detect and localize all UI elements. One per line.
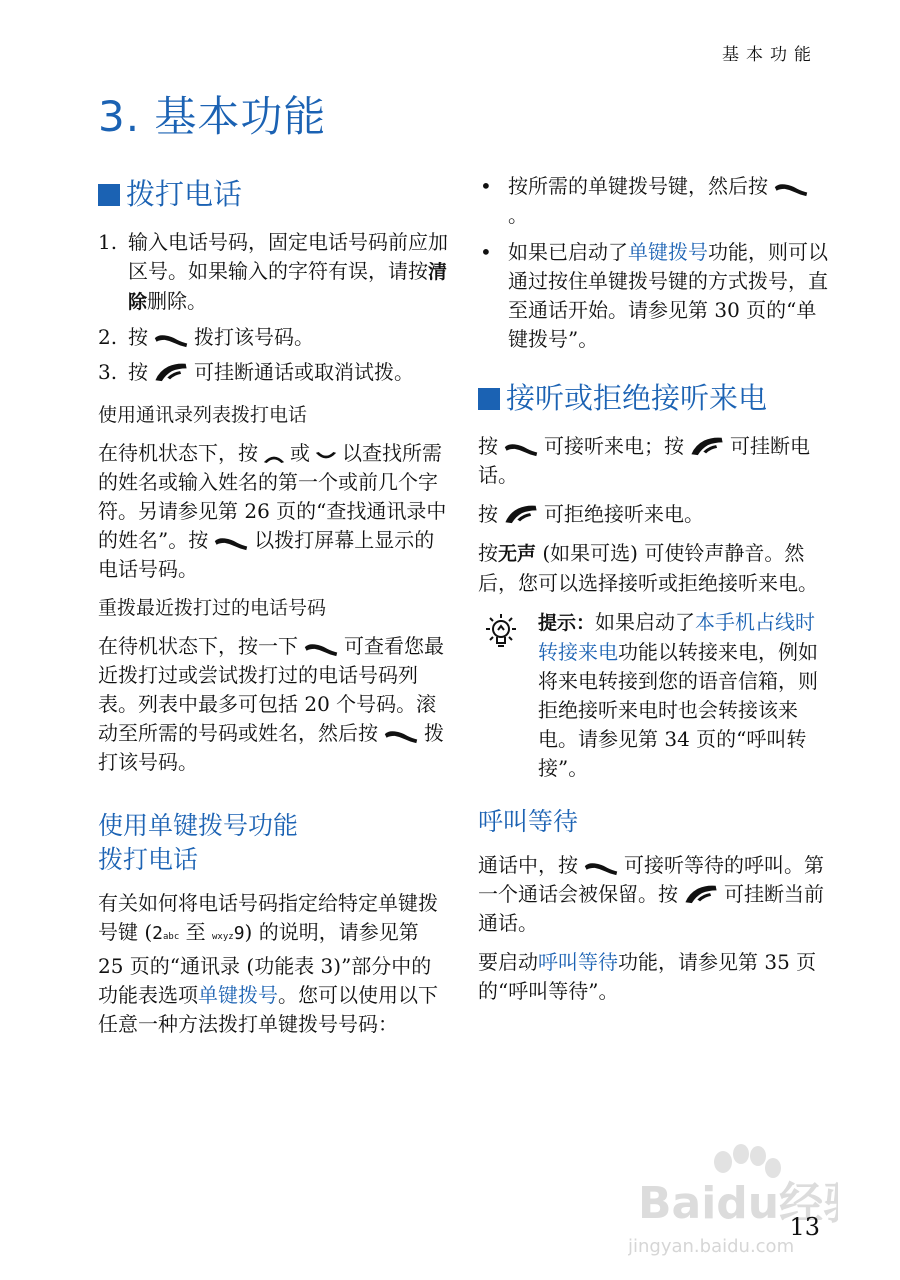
key-9-icon: wxyz9 [212,923,245,944]
subheading-contacts-dial: 使用通讯录列表拨打电话 [98,404,308,426]
step-1: 1. 输入电话号码，固定电话号码前应加区号。如果输入的字符有误，请按清除删除。 [98,230,448,313]
section-heading-dialing: 拨打电话 [98,172,450,216]
end-key-icon [682,883,720,905]
call-key-icon [772,179,810,197]
right-column [478,172,828,1016]
key-2-icon: 2abc [152,923,180,944]
speed-dial-paragraph: 有关如何将电话号码指定给特定单键拨号键 (2abc 至 wxyz9) 的说明，请参见第 25 页的“通讯录 (功能表 3)”部分中的功能表选项单键拨号。您可以使用以下任意一种方法拨打单键拨号号码： [98,891,438,1036]
scroll-up-icon [262,451,286,464]
chapter-title: 3. 基本功能 [98,92,327,141]
end-key-icon [152,361,190,383]
scroll-down-icon [314,451,338,464]
baidu-watermark [628,1140,838,1260]
call-key-icon [212,533,250,551]
lightbulb-icon [478,610,524,652]
left-column [98,172,450,1049]
call-key-icon [302,639,340,657]
watermark-brand: Baidu经 [638,1178,824,1229]
call-waiting-link[interactable]: 呼叫等待 [538,950,618,974]
call-key-icon [382,726,420,744]
subheading-redial: 重拨最近拨打过的电话号码 [98,597,327,619]
dialing-steps [98,228,450,387]
call-key-icon [582,858,620,876]
call-waiting-setup-paragraph: 要启动呼叫等待功能，请参见第 35 页的“呼叫等待”。 [478,950,817,1003]
call-key-icon [502,439,540,457]
speed-dial-link[interactable]: 单键拨号 [198,983,278,1007]
silence-key-label: 无声 [498,543,537,565]
paw-logo-icon [628,1140,838,1260]
list-item: • 按所需的单键拨号键，然后按。 [478,172,828,230]
watermark-url: jingyan.baidu.com [628,1236,795,1257]
clear-key-label: 清除 [128,261,448,313]
running-header: 基本功能 [722,45,818,65]
speed-dial-link[interactable]: 单键拨号 [628,240,708,264]
contacts-dial-paragraph: 在待机状态下，按 或 以查找所需的姓名或输入姓名的第一个或前几个字符。另请参见第 26 页的“查找通讯录中的姓名”。按 以拨打屏幕上显示的电话号码。 [98,441,447,581]
section-heading-call-waiting: 呼叫等待 [478,807,579,836]
step-2: 2. 按 拨打该号码。 [98,325,314,349]
heading-square-icon [98,184,120,206]
busy-forward-link[interactable]: 本手机占线时转接来电 [538,610,816,664]
step-3: 3. 按 可挂断通话或取消试拨。 [98,360,414,384]
section-heading-speed-dial: 使用单键拨号功能 拨打电话 [98,811,299,874]
list-item: • 如果已启动了单键拨号功能，则可以通过按住单键拨号键的方式拨号，直至通话开始。请参见第 30 页的“单键拨号”。 [480,240,828,351]
end-key-icon [502,503,540,525]
call-key-icon [152,330,190,348]
section-heading-answer-reject: 接听或拒绝接听来电 [478,376,828,420]
heading-square-icon [478,388,500,410]
end-key-icon [688,435,726,457]
reject-paragraph: 按 可拒绝接听来电。 [478,502,704,526]
speed-dial-methods [478,172,828,354]
redial-paragraph: 在待机状态下，按一下 可查看您最近拨打过或尝试拨打过的电话号码列表。列表中最多可包括 20 个号码。滚动至所需的号码或姓名，然后按 拨打该号码。 [98,634,444,774]
tip-text: 提示：如果启动了本手机占线时转接来电功能以转接来电，例如将来电转接到您的语音信箱，则拒绝接听来电时也会转接该来电。请参见第 34 页的“呼叫转接”。 [538,610,818,780]
page-number: 13 [789,1213,820,1241]
answer-paragraph: 按 可接听来电；按 可挂断电话。 [478,434,810,487]
tip-box [478,608,828,783]
silence-paragraph: 按无声 (如果可选) 可使铃声静音。然后，您可以选择接听或拒绝接听来电。 [478,541,818,595]
call-waiting-paragraph: 通话中，按 可接听等待的呼叫。第一个通话会被保留。按 可挂断当前通话。 [478,853,824,935]
